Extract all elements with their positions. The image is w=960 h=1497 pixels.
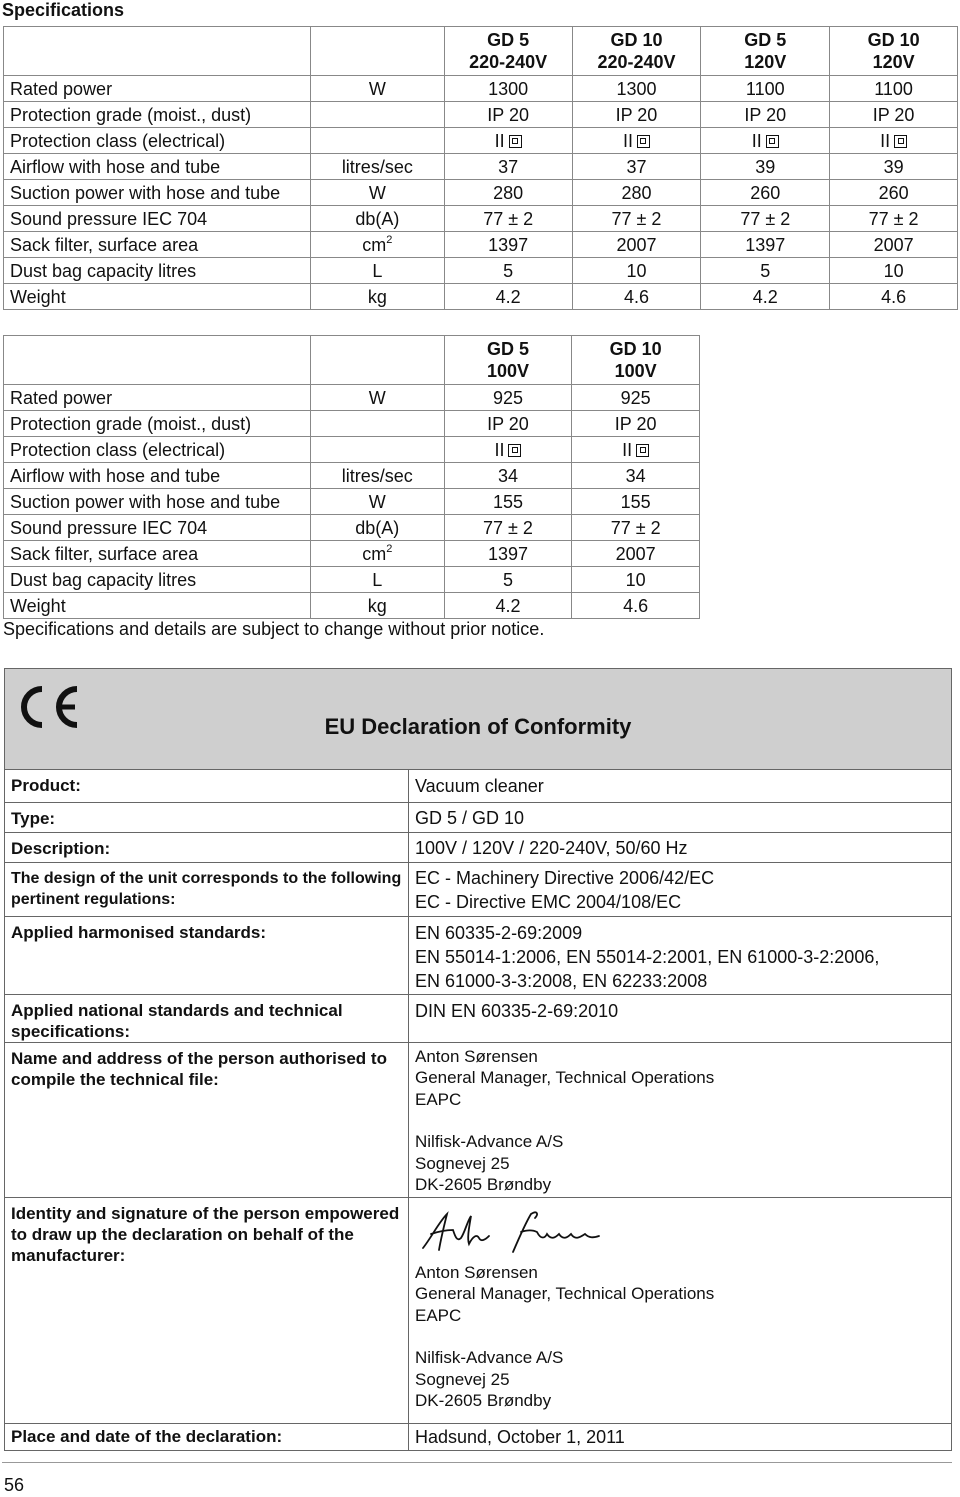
row-label: Suction power with hose and tube xyxy=(4,180,311,206)
row-value: 77 ± 2 xyxy=(444,515,572,541)
table-row xyxy=(4,489,700,515)
row-value: 77 ± 2 xyxy=(572,206,701,232)
row-value: 155 xyxy=(572,489,700,515)
row-unit xyxy=(310,128,444,154)
row-label: Rated power xyxy=(4,76,311,102)
page-title: Specifications xyxy=(2,0,125,20)
row-value: 1300 xyxy=(444,76,572,102)
national-standards-value: DIN EN 60335-2-69:2010 xyxy=(409,994,952,1042)
double-insulation-icon xyxy=(894,135,907,148)
table-row xyxy=(4,154,958,180)
row-value: 1397 xyxy=(444,541,572,567)
double-insulation-icon xyxy=(636,444,649,457)
table-row xyxy=(4,232,958,258)
row-value: 4.6 xyxy=(830,284,958,310)
row-unit: W xyxy=(310,489,444,515)
place-date-label: Place and date of the declaration: xyxy=(5,1423,409,1450)
table-row xyxy=(4,541,700,567)
row-value: 2007 xyxy=(572,232,701,258)
eu-declaration xyxy=(4,668,952,1451)
row-label: Sack filter, surface area xyxy=(4,232,311,258)
double-insulation-icon xyxy=(509,135,522,148)
column-header: GD 10 120V xyxy=(867,30,920,72)
row-unit xyxy=(310,411,444,437)
declaration-header xyxy=(4,668,952,770)
row-value: II xyxy=(572,437,700,463)
row-unit xyxy=(310,437,444,463)
row-value: 10 xyxy=(830,258,958,284)
row-label: Protection class (electrical) xyxy=(4,437,311,463)
row-unit: L xyxy=(310,258,444,284)
row-value: 37 xyxy=(572,154,701,180)
row-value: 4.2 xyxy=(444,593,572,619)
row-unit: db(A) xyxy=(310,515,444,541)
declaration-table xyxy=(4,770,952,1451)
column-header: GD 5 220-240V xyxy=(469,30,548,72)
technical-file-contact: Anton Sørensen General Manager, Technical Operations EAPC Nilfisk-Advance A/S Sognevej 25 DK-2605 Brøndby xyxy=(409,1042,952,1197)
row-value: 155 xyxy=(444,489,572,515)
row-value: 37 xyxy=(444,154,572,180)
table-row xyxy=(4,411,700,437)
row-label: Dust bag capacity litres xyxy=(4,258,311,284)
row-value: IP 20 xyxy=(572,411,700,437)
row-unit: W xyxy=(310,180,444,206)
table-row xyxy=(4,128,958,154)
row-label: Suction power with hose and tube xyxy=(4,489,311,515)
row-value: 1397 xyxy=(701,232,830,258)
harmonised-label: Applied harmonised standards: xyxy=(5,916,409,994)
row-value: 5 xyxy=(444,567,572,593)
row-unit: kg xyxy=(310,593,444,619)
row-label: Dust bag capacity litres xyxy=(4,567,311,593)
row-value: IP 20 xyxy=(830,102,958,128)
harmonised-value: EN 60335-2-69:2009 EN 55014-1:2006, EN 55014-2:2001, EN 61000-3-2:2006, EN 61000-3-3:2008, EN 62233:2008 xyxy=(409,916,952,994)
row-value: 77 ± 2 xyxy=(572,515,700,541)
row-value: 260 xyxy=(701,180,830,206)
row-label: Sound pressure IEC 704 xyxy=(4,206,311,232)
row-value: 280 xyxy=(444,180,572,206)
row-unit: kg xyxy=(310,284,444,310)
signature-image xyxy=(417,1208,607,1258)
row-value: IP 20 xyxy=(444,411,572,437)
row-label: Sound pressure IEC 704 xyxy=(4,515,311,541)
row-unit: db(A) xyxy=(310,206,444,232)
row-value: 1300 xyxy=(572,76,701,102)
page-number: 56 xyxy=(4,1475,25,1495)
row-label: Protection class (electrical) xyxy=(4,128,311,154)
table-row xyxy=(4,284,958,310)
row-label: Protection grade (moist., dust) xyxy=(4,411,311,437)
row-value: II xyxy=(701,128,830,154)
national-standards-label: Applied national standards and technical specifications: xyxy=(5,994,409,1042)
row-unit: litres/sec xyxy=(310,463,444,489)
row-value: II xyxy=(830,128,958,154)
row-value: 77 ± 2 xyxy=(830,206,958,232)
double-insulation-icon xyxy=(508,444,521,457)
row-label: Airflow with hose and tube xyxy=(4,154,311,180)
row-value: II xyxy=(444,437,572,463)
row-value: 34 xyxy=(572,463,700,489)
row-label: Weight xyxy=(4,593,311,619)
row-value: 280 xyxy=(572,180,701,206)
row-value: 260 xyxy=(830,180,958,206)
row-value: 1397 xyxy=(444,232,572,258)
row-value: 5 xyxy=(444,258,572,284)
row-label: Weight xyxy=(4,284,311,310)
signatory-contact: Anton Sørensen General Manager, Technical Operations EAPC Nilfisk-Advance A/S Sognevej 25 DK-2605 Brøndby xyxy=(409,1197,952,1423)
row-label: Sack filter, surface area xyxy=(4,541,311,567)
table-row xyxy=(4,593,700,619)
row-value: II xyxy=(444,128,572,154)
row-value: 925 xyxy=(444,385,572,411)
row-value: 1100 xyxy=(830,76,958,102)
table-row xyxy=(4,385,700,411)
row-value: 34 xyxy=(444,463,572,489)
row-value: IP 20 xyxy=(572,102,701,128)
product-value: Vacuum cleaner xyxy=(409,770,952,802)
column-header: GD 10 100V xyxy=(609,339,662,381)
table-row xyxy=(4,463,700,489)
specifications-table-2 xyxy=(3,335,700,619)
row-value: 4.2 xyxy=(701,284,830,310)
row-unit: $cm^2$ xyxy=(310,541,444,567)
row-value: IP 20 xyxy=(701,102,830,128)
row-unit: W xyxy=(310,76,444,102)
table-row xyxy=(4,567,700,593)
type-value: GD 5 / GD 10 xyxy=(409,802,952,832)
row-unit: litres/sec xyxy=(310,154,444,180)
table-row xyxy=(4,76,958,102)
row-value: 4.6 xyxy=(572,593,700,619)
column-header: GD 5 100V xyxy=(486,339,529,381)
row-value: 5 xyxy=(701,258,830,284)
place-date-value: Hadsund, October 1, 2011 xyxy=(409,1423,952,1450)
table-row xyxy=(4,437,700,463)
table-row xyxy=(4,258,958,284)
product-label: Product: xyxy=(5,770,409,802)
row-value: 4.6 xyxy=(572,284,701,310)
row-unit: $cm^2$ xyxy=(310,232,444,258)
specifications-table-1 xyxy=(3,26,958,310)
row-label: Rated power xyxy=(4,385,311,411)
footer-divider xyxy=(2,1462,952,1463)
type-label: Type: xyxy=(5,802,409,832)
table-row xyxy=(4,102,958,128)
row-value: 2007 xyxy=(830,232,958,258)
row-value: 39 xyxy=(701,154,830,180)
row-value: 10 xyxy=(572,258,701,284)
column-header: GD 5 120V xyxy=(744,30,787,72)
table-row xyxy=(4,515,700,541)
row-value: 77 ± 2 xyxy=(701,206,830,232)
row-value: 77 ± 2 xyxy=(444,206,572,232)
table-row xyxy=(4,206,958,232)
row-unit: W xyxy=(310,385,444,411)
row-value: 39 xyxy=(830,154,958,180)
notice-text: Specifications and details are subject to change without prior notice. xyxy=(3,619,545,639)
signatory-label: Identity and signature of the person empowered to draw up the declaration on behalf of the manufacturer: xyxy=(5,1197,409,1423)
row-value: 4.2 xyxy=(444,284,572,310)
description-label: Description: xyxy=(5,832,409,862)
row-value: II xyxy=(572,128,701,154)
technical-file-label: Name and address of the person authorised to compile the technical file: xyxy=(5,1042,409,1197)
row-value: 2007 xyxy=(572,541,700,567)
double-insulation-icon xyxy=(637,135,650,148)
row-value: 10 xyxy=(572,567,700,593)
regulations-label: The design of the unit corresponds to the following pertinent regulations: xyxy=(5,862,409,916)
column-header: GD 10 220-240V xyxy=(597,30,676,72)
description-value: 100V / 120V / 220-240V, 50/60 Hz xyxy=(409,832,952,862)
row-unit: L xyxy=(310,567,444,593)
row-label: Protection grade (moist., dust) xyxy=(4,102,311,128)
row-value: 1100 xyxy=(701,76,830,102)
double-insulation-icon xyxy=(766,135,779,148)
row-label: Airflow with hose and tube xyxy=(4,463,311,489)
row-unit xyxy=(310,102,444,128)
table-row xyxy=(4,180,958,206)
regulations-value: EC - Machinery Directive 2006/42/EC EC - Directive EMC 2004/108/EC xyxy=(409,862,952,916)
row-value: IP 20 xyxy=(444,102,572,128)
row-value: 925 xyxy=(572,385,700,411)
declaration-title: EU Declaration of Conformity xyxy=(324,714,632,739)
